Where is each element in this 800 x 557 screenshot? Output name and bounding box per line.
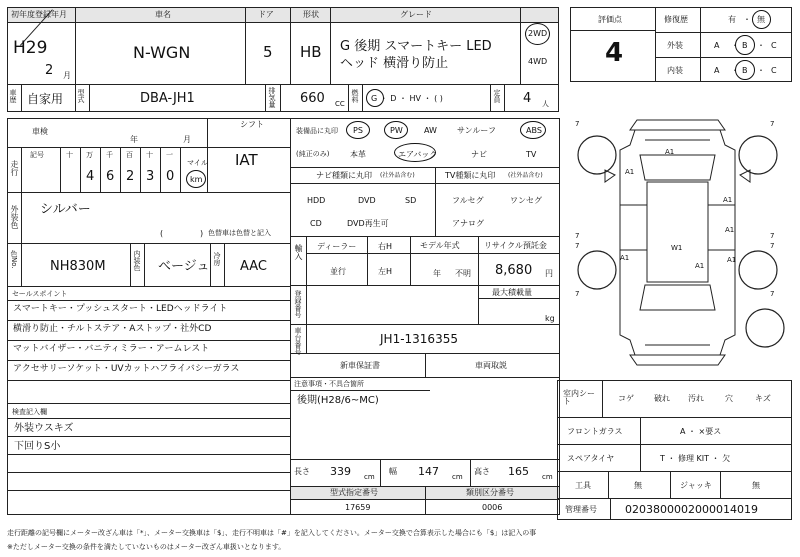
exterior-sep1: ・	[731, 41, 739, 50]
mileage-unit-mile: マイル	[187, 159, 208, 167]
use-type: 自家用	[27, 92, 64, 106]
import-right-hand: 右H	[378, 242, 393, 251]
length-unit: cm	[364, 473, 375, 481]
model-year-unit: 年	[433, 269, 441, 278]
color-no: NH830M	[50, 259, 106, 274]
wheel-front-left	[578, 136, 616, 174]
seat-dirt: 汚れ	[688, 394, 704, 403]
interior-b: B	[742, 66, 748, 75]
vehicle-class-label: 車歴	[9, 89, 17, 103]
width-label: 幅	[389, 467, 397, 476]
doors: 5	[263, 43, 273, 61]
repair-yes: 有	[728, 15, 736, 24]
aircon: AAC	[240, 259, 267, 274]
dim-mark-8: 7	[770, 242, 775, 250]
shape-label: 形状	[303, 10, 319, 19]
eq-ps: PS	[353, 126, 363, 135]
score: 4	[605, 38, 624, 68]
navi-label: ナビ種類に丸印	[316, 171, 372, 180]
tv-analog: アナログ	[452, 219, 484, 228]
sales-point-4: アクセサリーソケット・UVカットハフライバシーガラス	[13, 364, 240, 374]
spare-opts: T ・ 修理 KIT ・ 欠	[660, 454, 731, 463]
exterior-b: B	[742, 41, 748, 50]
mark-w1: W1	[671, 244, 683, 252]
tools-value: 無	[634, 481, 642, 490]
displacement: 660	[300, 91, 325, 106]
color-paren-close: )	[200, 229, 204, 238]
windshield-label: フロントガラス	[567, 427, 623, 436]
mark-a1-1: A1	[665, 148, 675, 156]
reg-month-unit: 月	[63, 71, 71, 80]
equipment-label: 装備品に丸印	[296, 127, 338, 135]
inspector-note-1: 外装ウスキズ	[14, 423, 74, 434]
import-label: 輸入	[294, 244, 303, 260]
model-year-value: 不明	[455, 269, 471, 278]
navi-sub: (社外品含む)	[380, 172, 415, 179]
repair-no: 無	[757, 15, 765, 24]
mileage-digit-4: 3	[146, 169, 155, 184]
grade-label: グレード	[400, 10, 432, 19]
navi-sd: SD	[405, 196, 417, 205]
seat-scratch: キズ	[755, 394, 771, 403]
max-load-label: 最大積載量	[492, 288, 532, 297]
eq-leather: 本革	[350, 150, 366, 159]
door-label: ドア	[258, 10, 274, 19]
exterior-color-label: 外装色	[10, 205, 19, 229]
mark-a1-3: A1	[723, 196, 733, 204]
wheel-rear-left	[578, 251, 616, 289]
length: 339	[330, 465, 351, 478]
capacity-label: 定員	[493, 89, 501, 103]
navi-cd: CD	[310, 219, 322, 228]
shift: IAT	[235, 151, 258, 169]
inspection-label: 車検	[32, 127, 48, 136]
score-label: 評価点	[598, 15, 622, 24]
dim-mark-2: 7	[770, 120, 775, 128]
interior-color-label: 内装色	[133, 250, 141, 271]
eq-airbag: エアバック	[398, 150, 438, 159]
chassis-no: JH1-1316355	[380, 332, 458, 346]
inspector-label: 検査記入欄	[12, 408, 47, 416]
exterior-c: C	[771, 41, 777, 50]
dim-mark-7: 7	[575, 242, 580, 250]
mileage-label: 走行	[10, 160, 19, 176]
height: 165	[508, 465, 529, 478]
eq-sunroof: サンルーフ	[457, 126, 496, 135]
jack-label: ジャッキ	[680, 481, 712, 490]
exterior-color: シルバー	[40, 202, 91, 217]
displacement-label: 排気量	[268, 87, 276, 108]
exterior-sep2: ・	[757, 41, 765, 50]
model-type-label: 型式	[77, 89, 85, 103]
repair-label: 修復歴	[664, 15, 688, 24]
capacity: 4	[523, 91, 532, 106]
model: DBA-JH1	[140, 91, 195, 106]
interior-c: C	[771, 66, 777, 75]
management-no: 0203800002000014019	[625, 503, 758, 516]
mark-a1-7: A1	[695, 262, 705, 270]
jack-value: 無	[752, 481, 760, 490]
shift-label: シフト	[240, 120, 264, 129]
eq-aw: AW	[424, 126, 437, 135]
sales-point-2: 横滑り防止・チルトステア・Aストップ・社外CD	[13, 324, 212, 334]
interior-sep1: ・	[731, 66, 739, 75]
reg-year: H29	[13, 38, 48, 58]
place-ichi: 一	[166, 151, 173, 159]
wheel-rear-right	[739, 251, 777, 289]
import-parallel: 並行	[330, 267, 346, 276]
registration-label: 登録番号	[294, 290, 302, 318]
exterior-label: 外装	[667, 41, 683, 50]
navi-dvd-play: DVD再生可	[347, 219, 389, 228]
inspection-year: 年	[130, 135, 138, 144]
grade-line1: G 後期 スマートキー LED	[340, 39, 492, 54]
car-name: N-WGN	[133, 43, 191, 62]
dim-mark-3: 7	[575, 232, 580, 240]
model-year-label: モデル年式	[420, 241, 460, 250]
notes-label: 注意事項・不具合箇所	[294, 380, 364, 388]
displacement-unit: CC	[335, 100, 345, 108]
capacity-unit: 人	[542, 100, 549, 108]
windshield-opts: A ・ ×要ス	[680, 427, 722, 436]
owners-manual: 車両取説	[475, 361, 507, 370]
eq-navi: ナビ	[471, 150, 487, 159]
mileage-unit-km: km	[190, 175, 203, 184]
type-no-values	[290, 499, 560, 515]
dim-mark-1: 7	[575, 120, 580, 128]
mileage-digit-1: 4	[86, 169, 95, 184]
color-no-label: 色No.	[10, 250, 18, 269]
place-man: 万	[86, 151, 93, 159]
mileage-sub: 記号	[30, 151, 44, 159]
category-label: 類別区分番号	[466, 488, 514, 497]
exterior-a: A	[714, 41, 720, 50]
reg-month: 2	[45, 63, 54, 78]
seat-hole: 穴	[725, 394, 733, 403]
interior-seat-label: 室内シート	[563, 389, 595, 406]
grade-line2: ヘッド 横滑り防止	[340, 56, 449, 71]
width: 147	[418, 465, 439, 478]
tv-label: TV種類に丸印	[445, 171, 496, 180]
drive-2wd: 2WD	[528, 29, 548, 38]
mark-a1-4: A1	[725, 226, 735, 234]
mileage-digit-2: 6	[106, 169, 115, 184]
reg-year-label: 初年度登録年月	[11, 10, 67, 19]
mark-a1-5: A1	[620, 254, 630, 262]
color-note: 色替車は色替と記入	[208, 229, 271, 237]
inspection-month: 月	[183, 135, 191, 144]
sales-point-1: スマートキー・プッシュスタート・LEDヘッドライト	[13, 304, 228, 314]
fuel-options: G ・ D ・ HV ・ ( )	[371, 94, 443, 103]
seat-tear: 破れ	[654, 394, 670, 403]
header-row	[7, 7, 559, 23]
kg-unit: kg	[545, 314, 555, 323]
fuel-label: 燃料	[351, 89, 359, 103]
equipment-sub: (純正のみ)	[296, 150, 330, 158]
place-sen: 千	[106, 151, 113, 159]
seat-burn: コゲ	[618, 394, 634, 403]
navi-dvd: DVD	[358, 196, 376, 205]
width-unit: cm	[452, 473, 463, 481]
tv-sub: (社外品含む)	[508, 172, 543, 179]
inspector-note-2: 下回りS小	[14, 441, 61, 452]
notes-text: 後期(H28/6~MC)	[297, 395, 379, 406]
inspector-block	[7, 403, 291, 515]
mark-a1-6: A1	[727, 256, 737, 264]
eq-abs: ABS	[526, 126, 542, 135]
spare-bottom-right	[746, 309, 784, 347]
interior-sep2: ・	[757, 66, 765, 75]
import-dealer: ディーラー	[317, 242, 357, 251]
management-label: 管理番号	[565, 505, 597, 514]
car-diagram	[565, 110, 790, 375]
import-left-hand: 左H	[378, 267, 393, 276]
eq-tv: TV	[526, 150, 537, 159]
tools-label: 工具	[575, 481, 591, 490]
wheel-front-right	[739, 136, 777, 174]
height-unit: cm	[542, 473, 553, 481]
type-designation-no: 17659	[345, 503, 371, 512]
category-no: 0006	[482, 503, 503, 512]
place-juu: 十	[146, 151, 153, 159]
dim-mark-4: 7	[770, 232, 775, 240]
dim-mark-5: 7	[575, 290, 580, 298]
recycle-fee: 8,680	[495, 263, 533, 278]
place-ten-thousand: 十	[66, 151, 73, 159]
repair-sep: ・	[743, 15, 751, 24]
interior-color: ベージュ	[158, 259, 210, 274]
color-paren-open: (	[160, 229, 164, 238]
tv-oneseg: ワンセグ	[510, 196, 542, 205]
length-label: 長さ	[294, 467, 310, 476]
place-hyaku: 百	[126, 151, 133, 159]
drive-4wd: 4WD	[528, 57, 548, 66]
car-name-label: 車名	[155, 10, 171, 19]
tv-fullseg: フルセグ	[452, 196, 484, 205]
interior-label: 内装	[667, 66, 683, 75]
footer-line-1: 走行距離の記号欄にメーター改ざん車は「*」、メーター交換車は「$」、走行不明車は「#」を記入してください。メーター交換で合算表示した場合にも「$」は記入の事	[7, 529, 537, 537]
shape: HB	[300, 43, 322, 61]
mileage-digit-5: 0	[166, 169, 175, 184]
height-label: 高さ	[474, 467, 490, 476]
mileage-digit-3: 2	[126, 169, 135, 184]
chassis-label: 車台番号	[294, 327, 302, 355]
dim-mark-6: 7	[770, 290, 775, 298]
navi-hdd: HDD	[307, 196, 326, 205]
recycle-label: リサイクル預託金	[484, 241, 547, 250]
recycle-unit: 円	[545, 269, 553, 278]
new-warranty: 新車保証書	[340, 361, 380, 370]
spare-label: スペアタイヤ	[567, 454, 615, 463]
aircon-label: 冷房	[213, 252, 221, 266]
interior-a: A	[714, 66, 720, 75]
mark-a1-2: A1	[625, 168, 635, 176]
type-designation-label: 型式指定番号	[330, 488, 378, 497]
sales-point-label: セールスポイント	[12, 290, 68, 298]
sales-point-3: マットバイザー・バニティミラー・アームレスト	[13, 344, 210, 354]
footer-line-2: ※ただしメーター交換の条件を満たしていないものはメーター改ざん車扱いとなります。	[7, 543, 286, 551]
eq-pw: PW	[390, 126, 403, 135]
